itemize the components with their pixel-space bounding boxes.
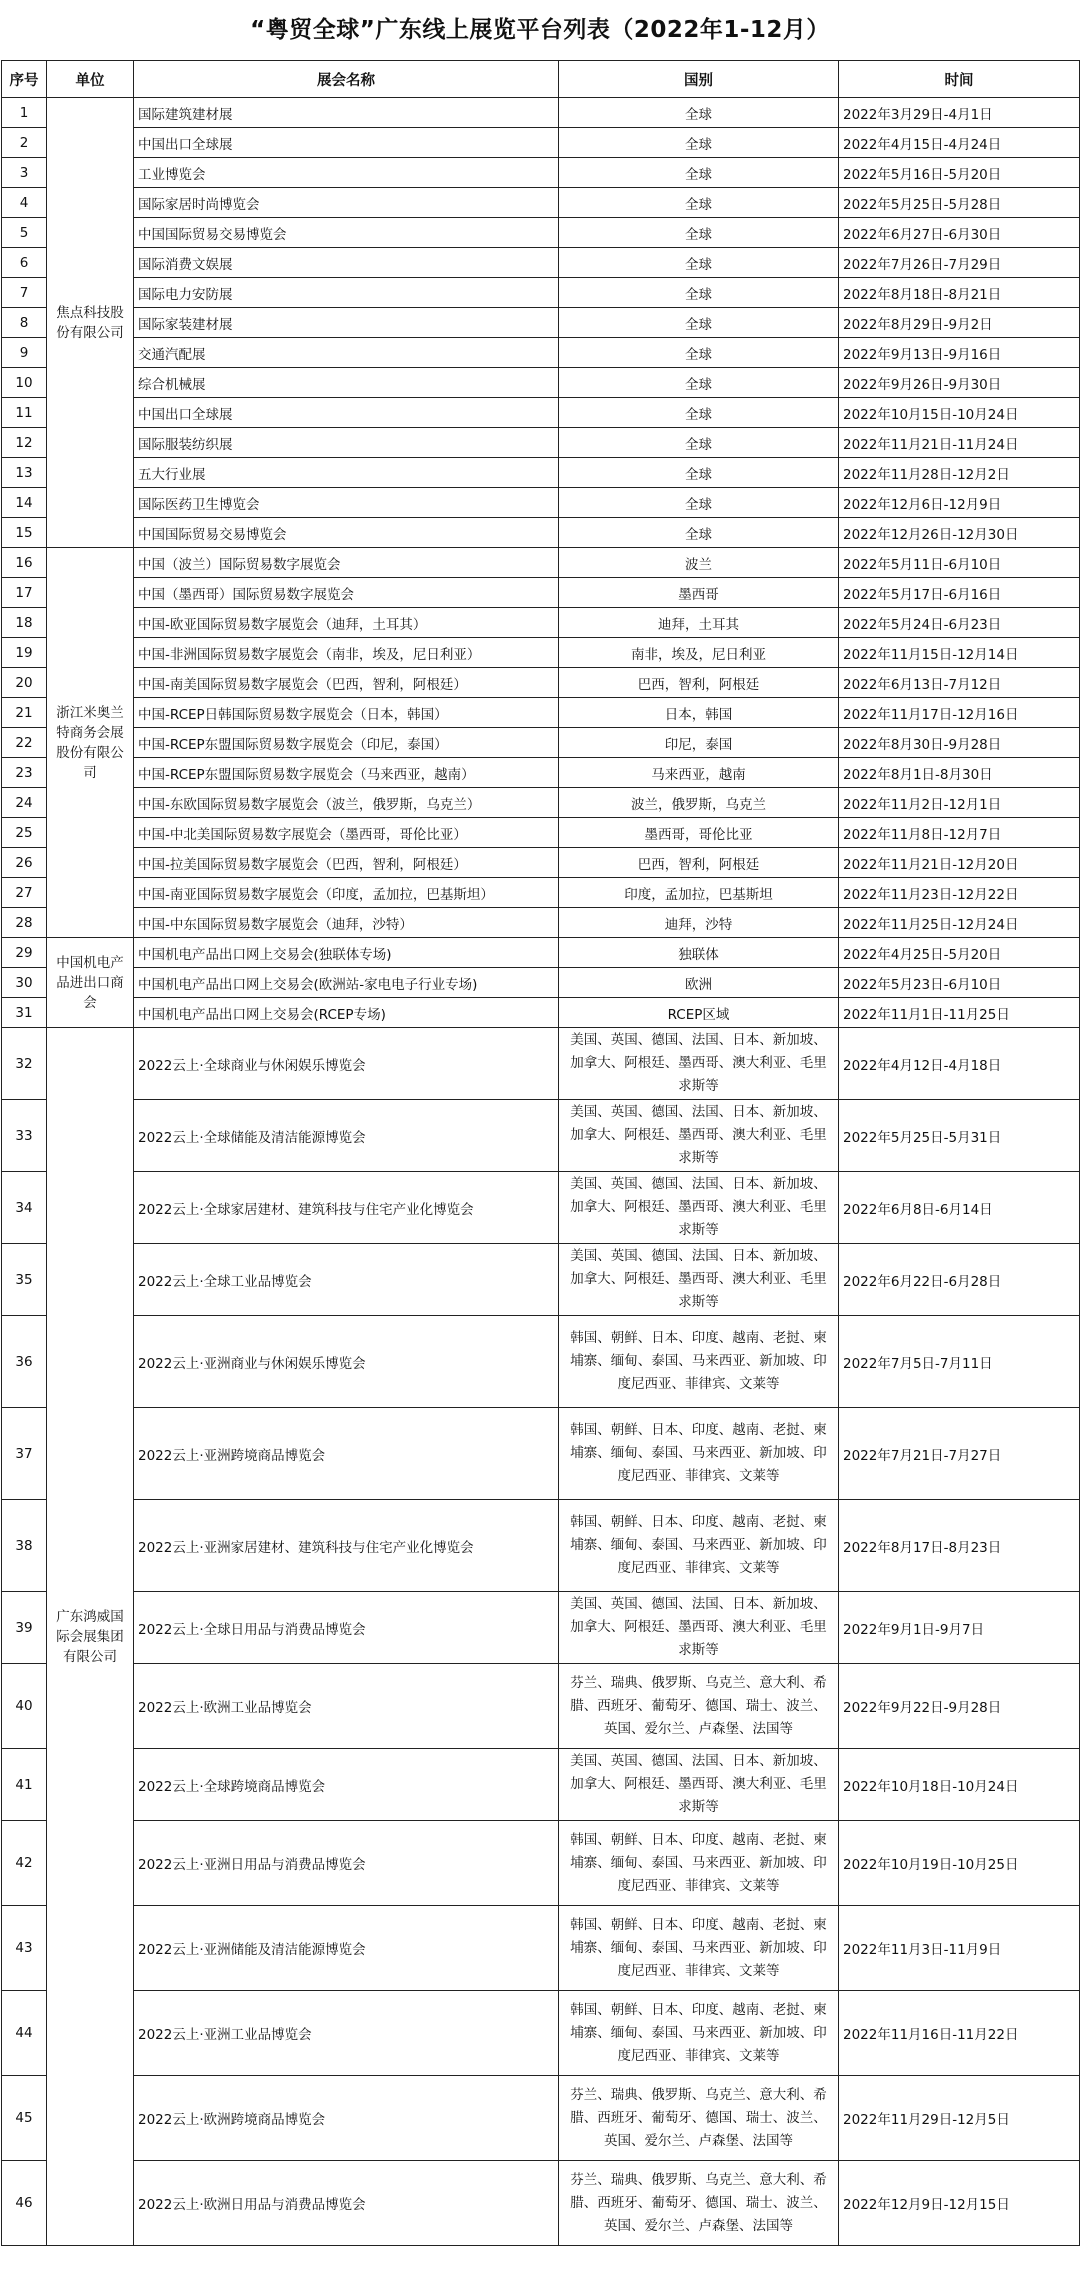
cell-country: 全球 <box>559 188 839 218</box>
header-exhibition-name: 展会名称 <box>134 61 559 98</box>
cell-date: 2022年6月27日-6月30日 <box>839 218 1080 248</box>
cell-exhibition-name: 工业博览会 <box>134 158 559 188</box>
table-row <box>2 668 1080 698</box>
cell-country: 印尼，泰国 <box>559 728 839 758</box>
cell-exhibition-name: 国际家居时尚博览会 <box>134 188 559 218</box>
table-row <box>2 878 1080 908</box>
cell-country: 全球 <box>559 278 839 308</box>
cell-exhibition-name: 中国-欧亚国际贸易数字展览会（迪拜，土耳其） <box>134 608 559 638</box>
cell-date: 2022年6月22日-6月28日 <box>839 1244 1080 1316</box>
cell-date: 2022年9月26日-9月30日 <box>839 368 1080 398</box>
cell-country: 韩国、朝鲜、日本、印度、越南、老挝、柬埔寨、缅甸、泰国、马来西亚、新加坡、印度尼西亚、菲律宾、文莱等 <box>559 1316 839 1408</box>
cell-no: 19 <box>2 638 47 668</box>
table-row <box>2 398 1080 428</box>
cell-country: 迪拜，土耳其 <box>559 608 839 638</box>
cell-date: 2022年7月21日-7月27日 <box>839 1408 1080 1500</box>
cell-unit: 广东鸿威国际会展集团有限公司 <box>47 1028 134 2246</box>
table-row <box>2 2076 1080 2161</box>
cell-date: 2022年4月15日-4月24日 <box>839 128 1080 158</box>
cell-country: 韩国、朝鲜、日本、印度、越南、老挝、柬埔寨、缅甸、泰国、马来西亚、新加坡、印度尼西亚、菲律宾、文莱等 <box>559 1991 839 2076</box>
cell-exhibition-name: 中国（墨西哥）国际贸易数字展览会 <box>134 578 559 608</box>
table-row <box>2 968 1080 998</box>
cell-unit: 中国机电产品进出口商会 <box>47 938 134 1028</box>
cell-no: 44 <box>2 1991 47 2076</box>
cell-date: 2022年9月1日-9月7日 <box>839 1592 1080 1664</box>
cell-no: 25 <box>2 818 47 848</box>
page-title: “粤贸全球”广东线上展览平台列表（2022年1-12月） <box>250 17 830 43</box>
cell-no: 41 <box>2 1749 47 1821</box>
cell-date: 2022年11月21日-12月20日 <box>839 848 1080 878</box>
cell-no: 12 <box>2 428 47 458</box>
cell-country: 独联体 <box>559 938 839 968</box>
cell-no: 22 <box>2 728 47 758</box>
table-row <box>2 458 1080 488</box>
table-row <box>2 368 1080 398</box>
table-row <box>2 938 1080 968</box>
cell-exhibition-name: 中国-RCEP东盟国际贸易数字展览会（马来西亚，越南） <box>134 758 559 788</box>
cell-country: 全球 <box>559 518 839 548</box>
table-row <box>2 1316 1080 1408</box>
cell-exhibition-name: 2022云上·亚洲跨境商品博览会 <box>134 1408 559 1500</box>
cell-country: 美国、英国、德国、法国、日本、新加坡、加拿大、阿根廷、墨西哥、澳大利亚、毛里求斯等 <box>559 1592 839 1664</box>
cell-exhibition-name: 2022云上·全球跨境商品博览会 <box>134 1749 559 1821</box>
cell-date: 2022年8月1日-8月30日 <box>839 758 1080 788</box>
cell-date: 2022年11月3日-11月9日 <box>839 1906 1080 1991</box>
cell-exhibition-name: 2022云上·全球工业品博览会 <box>134 1244 559 1316</box>
cell-no: 39 <box>2 1592 47 1664</box>
cell-date: 2022年11月23日-12月22日 <box>839 878 1080 908</box>
cell-exhibition-name: 2022云上·亚洲家居建材、建筑科技与住宅产业化博览会 <box>134 1500 559 1592</box>
cell-no: 20 <box>2 668 47 698</box>
header-date: 时间 <box>839 61 1080 98</box>
table-row <box>2 1408 1080 1500</box>
cell-country: 全球 <box>559 368 839 398</box>
cell-date: 2022年4月25日-5月20日 <box>839 938 1080 968</box>
cell-date: 2022年11月28日-12月2日 <box>839 458 1080 488</box>
cell-country: 南非，埃及，尼日利亚 <box>559 638 839 668</box>
cell-date: 2022年10月19日-10月25日 <box>839 1821 1080 1906</box>
cell-exhibition-name: 国际家装建材展 <box>134 308 559 338</box>
cell-country: 巴西，智利，阿根廷 <box>559 848 839 878</box>
cell-no: 14 <box>2 488 47 518</box>
table-row <box>2 1592 1080 1664</box>
cell-no: 24 <box>2 788 47 818</box>
cell-country: 全球 <box>559 338 839 368</box>
cell-country: 美国、英国、德国、法国、日本、新加坡、加拿大、阿根廷、墨西哥、澳大利亚、毛里求斯等 <box>559 1749 839 1821</box>
cell-country: 芬兰、瑞典、俄罗斯、乌克兰、意大利、希腊、西班牙、葡萄牙、德国、瑞士、波兰、英国、爱尔兰、卢森堡、法国等 <box>559 2076 839 2161</box>
table-row <box>2 788 1080 818</box>
cell-country: 芬兰、瑞典、俄罗斯、乌克兰、意大利、希腊、西班牙、葡萄牙、德国、瑞士、波兰、英国、爱尔兰、卢森堡、法国等 <box>559 1664 839 1749</box>
table-row <box>2 2161 1080 2246</box>
cell-country: 全球 <box>559 218 839 248</box>
table-row <box>2 1500 1080 1592</box>
cell-date: 2022年7月5日-7月11日 <box>839 1316 1080 1408</box>
cell-exhibition-name: 中国-中东国际贸易数字展览会（迪拜，沙特） <box>134 908 559 938</box>
cell-exhibition-name: 国际建筑建材展 <box>134 98 559 128</box>
table-header-row <box>2 61 1080 98</box>
cell-country: 欧洲 <box>559 968 839 998</box>
cell-exhibition-name: 2022云上·亚洲工业品博览会 <box>134 1991 559 2076</box>
table-row <box>2 1172 1080 1244</box>
cell-country: 巴西，智利，阿根廷 <box>559 668 839 698</box>
cell-exhibition-name: 2022云上·全球家居建材、建筑科技与住宅产业化博览会 <box>134 1172 559 1244</box>
cell-exhibition-name: 中国国际贸易交易博览会 <box>134 218 559 248</box>
cell-exhibition-name: 中国机电产品出口网上交易会(欧洲站-家电电子行业专场) <box>134 968 559 998</box>
cell-no: 16 <box>2 548 47 578</box>
cell-exhibition-name: 中国出口全球展 <box>134 398 559 428</box>
cell-country: 美国、英国、德国、法国、日本、新加坡、加拿大、阿根廷、墨西哥、澳大利亚、毛里求斯等 <box>559 1244 839 1316</box>
cell-exhibition-name: 中国-南美国际贸易数字展览会（巴西，智利，阿根廷） <box>134 668 559 698</box>
cell-date: 2022年8月18日-8月21日 <box>839 278 1080 308</box>
cell-exhibition-name: 中国-RCEP日韩国际贸易数字展览会（日本，韩国） <box>134 698 559 728</box>
cell-no: 8 <box>2 308 47 338</box>
cell-country: 韩国、朝鲜、日本、印度、越南、老挝、柬埔寨、缅甸、泰国、马来西亚、新加坡、印度尼西亚、菲律宾、文莱等 <box>559 1821 839 1906</box>
cell-exhibition-name: 国际医药卫生博览会 <box>134 488 559 518</box>
cell-date: 2022年11月17日-12月16日 <box>839 698 1080 728</box>
cell-no: 15 <box>2 518 47 548</box>
cell-unit: 焦点科技股份有限公司 <box>47 98 134 548</box>
cell-exhibition-name: 中国-东欧国际贸易数字展览会（波兰，俄罗斯，乌克兰） <box>134 788 559 818</box>
cell-country: 全球 <box>559 488 839 518</box>
cell-no: 37 <box>2 1408 47 1500</box>
cell-no: 21 <box>2 698 47 728</box>
table-row <box>2 818 1080 848</box>
cell-no: 11 <box>2 398 47 428</box>
cell-exhibition-name: 2022云上·亚洲日用品与消费品博览会 <box>134 1821 559 1906</box>
cell-exhibition-name: 中国国际贸易交易博览会 <box>134 518 559 548</box>
cell-country: 全球 <box>559 308 839 338</box>
cell-exhibition-name: 2022云上·全球日用品与消费品博览会 <box>134 1592 559 1664</box>
cell-exhibition-name: 中国出口全球展 <box>134 128 559 158</box>
cell-date: 2022年12月26日-12月30日 <box>839 518 1080 548</box>
cell-no: 4 <box>2 188 47 218</box>
cell-no: 7 <box>2 278 47 308</box>
table-row <box>2 1906 1080 1991</box>
cell-date: 2022年5月11日-6月10日 <box>839 548 1080 578</box>
table-row <box>2 518 1080 548</box>
cell-no: 17 <box>2 578 47 608</box>
cell-no: 13 <box>2 458 47 488</box>
cell-date: 2022年5月25日-5月28日 <box>839 188 1080 218</box>
table-row <box>2 1749 1080 1821</box>
table-row <box>2 578 1080 608</box>
cell-no: 42 <box>2 1821 47 1906</box>
header-unit: 单位 <box>47 61 134 98</box>
cell-unit: 浙江米奥兰特商务会展股份有限公司 <box>47 548 134 938</box>
table-row <box>2 698 1080 728</box>
cell-no: 18 <box>2 608 47 638</box>
cell-country: 印度，孟加拉，巴基斯坦 <box>559 878 839 908</box>
cell-no: 9 <box>2 338 47 368</box>
table-row <box>2 1100 1080 1172</box>
cell-date: 2022年8月30日-9月28日 <box>839 728 1080 758</box>
cell-country: 韩国、朝鲜、日本、印度、越南、老挝、柬埔寨、缅甸、泰国、马来西亚、新加坡、印度尼西亚、菲律宾、文莱等 <box>559 1500 839 1592</box>
cell-country: 波兰 <box>559 548 839 578</box>
cell-exhibition-name: 国际电力安防展 <box>134 278 559 308</box>
cell-no: 35 <box>2 1244 47 1316</box>
table-row <box>2 1821 1080 1906</box>
table-row <box>2 1664 1080 1749</box>
cell-country: 韩国、朝鲜、日本、印度、越南、老挝、柬埔寨、缅甸、泰国、马来西亚、新加坡、印度尼西亚、菲律宾、文莱等 <box>559 1906 839 1991</box>
cell-date: 2022年5月24日-6月23日 <box>839 608 1080 638</box>
table-row <box>2 278 1080 308</box>
exhibition-table <box>1 60 1080 2246</box>
cell-country: 全球 <box>559 248 839 278</box>
table-row <box>2 488 1080 518</box>
table-row <box>2 1991 1080 2076</box>
cell-date: 2022年11月16日-11月22日 <box>839 1991 1080 2076</box>
cell-no: 30 <box>2 968 47 998</box>
cell-no: 36 <box>2 1316 47 1408</box>
cell-exhibition-name: 综合机械展 <box>134 368 559 398</box>
cell-country: 墨西哥 <box>559 578 839 608</box>
cell-exhibition-name: 2022云上·欧洲工业品博览会 <box>134 1664 559 1749</box>
cell-date: 2022年6月13日-7月12日 <box>839 668 1080 698</box>
cell-date: 2022年5月23日-6月10日 <box>839 968 1080 998</box>
table-row <box>2 758 1080 788</box>
table-row <box>2 1244 1080 1316</box>
cell-exhibition-name: 2022云上·欧洲跨境商品博览会 <box>134 2076 559 2161</box>
table-row <box>2 248 1080 278</box>
table-row <box>2 188 1080 218</box>
table-row <box>2 638 1080 668</box>
cell-country: 全球 <box>559 428 839 458</box>
cell-exhibition-name: 2022云上·欧洲日用品与消费品博览会 <box>134 2161 559 2246</box>
cell-date: 2022年5月25日-5月31日 <box>839 1100 1080 1172</box>
header-country: 国别 <box>559 61 839 98</box>
cell-exhibition-name: 国际服装纺织展 <box>134 428 559 458</box>
cell-exhibition-name: 2022云上·全球商业与休闲娱乐博览会 <box>134 1028 559 1100</box>
table-row <box>2 728 1080 758</box>
table-row <box>2 908 1080 938</box>
cell-date: 2022年11月21日-11月24日 <box>839 428 1080 458</box>
cell-country: 全球 <box>559 158 839 188</box>
cell-no: 3 <box>2 158 47 188</box>
cell-no: 28 <box>2 908 47 938</box>
cell-country: 迪拜，沙特 <box>559 908 839 938</box>
cell-exhibition-name: 2022云上·亚洲商业与休闲娱乐博览会 <box>134 1316 559 1408</box>
cell-country: 全球 <box>559 98 839 128</box>
cell-no: 33 <box>2 1100 47 1172</box>
table-row <box>2 98 1080 128</box>
cell-date: 2022年11月2日-12月1日 <box>839 788 1080 818</box>
cell-exhibition-name: 中国机电产品出口网上交易会(独联体专场) <box>134 938 559 968</box>
table-row <box>2 548 1080 578</box>
table-row <box>2 428 1080 458</box>
cell-exhibition-name: 2022云上·全球储能及清洁能源博览会 <box>134 1100 559 1172</box>
cell-date: 2022年11月15日-12月14日 <box>839 638 1080 668</box>
cell-date: 2022年11月29日-12月5日 <box>839 2076 1080 2161</box>
cell-date: 2022年5月16日-5月20日 <box>839 158 1080 188</box>
table-body <box>2 98 1080 2246</box>
cell-date: 2022年5月17日-6月16日 <box>839 578 1080 608</box>
cell-exhibition-name: 中国-非洲国际贸易数字展览会（南非，埃及，尼日利亚） <box>134 638 559 668</box>
cell-no: 23 <box>2 758 47 788</box>
table-row <box>2 848 1080 878</box>
cell-no: 32 <box>2 1028 47 1100</box>
cell-country: 墨西哥，哥伦比亚 <box>559 818 839 848</box>
cell-country: 芬兰、瑞典、俄罗斯、乌克兰、意大利、希腊、西班牙、葡萄牙、德国、瑞士、波兰、英国、爱尔兰、卢森堡、法国等 <box>559 2161 839 2246</box>
cell-date: 2022年4月12日-4月18日 <box>839 1028 1080 1100</box>
cell-date: 2022年9月13日-9月16日 <box>839 338 1080 368</box>
table-row <box>2 338 1080 368</box>
cell-exhibition-name: 2022云上·亚洲储能及清洁能源博览会 <box>134 1906 559 1991</box>
cell-country: 波兰，俄罗斯，乌克兰 <box>559 788 839 818</box>
cell-date: 2022年10月18日-10月24日 <box>839 1749 1080 1821</box>
cell-date: 2022年11月8日-12月7日 <box>839 818 1080 848</box>
table-row <box>2 218 1080 248</box>
cell-date: 2022年8月17日-8月23日 <box>839 1500 1080 1592</box>
table-row <box>2 308 1080 338</box>
cell-country: 美国、英国、德国、法国、日本、新加坡、加拿大、阿根廷、墨西哥、澳大利亚、毛里求斯等 <box>559 1100 839 1172</box>
cell-no: 1 <box>2 98 47 128</box>
cell-exhibition-name: 五大行业展 <box>134 458 559 488</box>
cell-exhibition-name: 中国机电产品出口网上交易会(RCEP专场) <box>134 998 559 1028</box>
cell-no: 43 <box>2 1906 47 1991</box>
cell-no: 40 <box>2 1664 47 1749</box>
cell-no: 10 <box>2 368 47 398</box>
cell-date: 2022年3月29日-4月1日 <box>839 98 1080 128</box>
cell-exhibition-name: 中国-中北美国际贸易数字展览会（墨西哥，哥伦比亚） <box>134 818 559 848</box>
cell-country: 马来西亚，越南 <box>559 758 839 788</box>
cell-country: 全球 <box>559 398 839 428</box>
cell-date: 2022年11月1日-11月25日 <box>839 998 1080 1028</box>
cell-exhibition-name: 中国-RCEP东盟国际贸易数字展览会（印尼，泰国） <box>134 728 559 758</box>
cell-date: 2022年8月29日-9月2日 <box>839 308 1080 338</box>
cell-country: 美国、英国、德国、法国、日本、新加坡、加拿大、阿根廷、墨西哥、澳大利亚、毛里求斯等 <box>559 1028 839 1100</box>
cell-exhibition-name: 中国-拉美国际贸易数字展览会（巴西，智利，阿根廷） <box>134 848 559 878</box>
cell-no: 29 <box>2 938 47 968</box>
cell-date: 2022年7月26日-7月29日 <box>839 248 1080 278</box>
table-row <box>2 128 1080 158</box>
cell-date: 2022年11月25日-12月24日 <box>839 908 1080 938</box>
cell-date: 2022年12月9日-12月15日 <box>839 2161 1080 2246</box>
cell-date: 2022年10月15日-10月24日 <box>839 398 1080 428</box>
cell-no: 5 <box>2 218 47 248</box>
cell-no: 6 <box>2 248 47 278</box>
cell-country: 日本，韩国 <box>559 698 839 728</box>
table-row <box>2 608 1080 638</box>
header-no: 序号 <box>2 61 47 98</box>
cell-country: RCEP区域 <box>559 998 839 1028</box>
table-row <box>2 998 1080 1028</box>
table-row <box>2 1028 1080 1100</box>
table-row <box>2 158 1080 188</box>
cell-date: 2022年12月6日-12月9日 <box>839 488 1080 518</box>
cell-exhibition-name: 中国-南亚国际贸易数字展览会（印度，孟加拉，巴基斯坦） <box>134 878 559 908</box>
cell-country: 韩国、朝鲜、日本、印度、越南、老挝、柬埔寨、缅甸、泰国、马来西亚、新加坡、印度尼西亚、菲律宾、文莱等 <box>559 1408 839 1500</box>
cell-no: 31 <box>2 998 47 1028</box>
cell-exhibition-name: 交通汽配展 <box>134 338 559 368</box>
cell-no: 27 <box>2 878 47 908</box>
cell-no: 45 <box>2 2076 47 2161</box>
cell-no: 38 <box>2 1500 47 1592</box>
cell-country: 全球 <box>559 128 839 158</box>
cell-no: 26 <box>2 848 47 878</box>
cell-no: 34 <box>2 1172 47 1244</box>
cell-country: 美国、英国、德国、法国、日本、新加坡、加拿大、阿根廷、墨西哥、澳大利亚、毛里求斯等 <box>559 1172 839 1244</box>
cell-date: 2022年9月22日-9月28日 <box>839 1664 1080 1749</box>
cell-exhibition-name: 中国（波兰）国际贸易数字展览会 <box>134 548 559 578</box>
cell-exhibition-name: 国际消费文娱展 <box>134 248 559 278</box>
cell-date: 2022年6月8日-6月14日 <box>839 1172 1080 1244</box>
cell-no: 2 <box>2 128 47 158</box>
cell-no: 46 <box>2 2161 47 2246</box>
cell-country: 全球 <box>559 458 839 488</box>
